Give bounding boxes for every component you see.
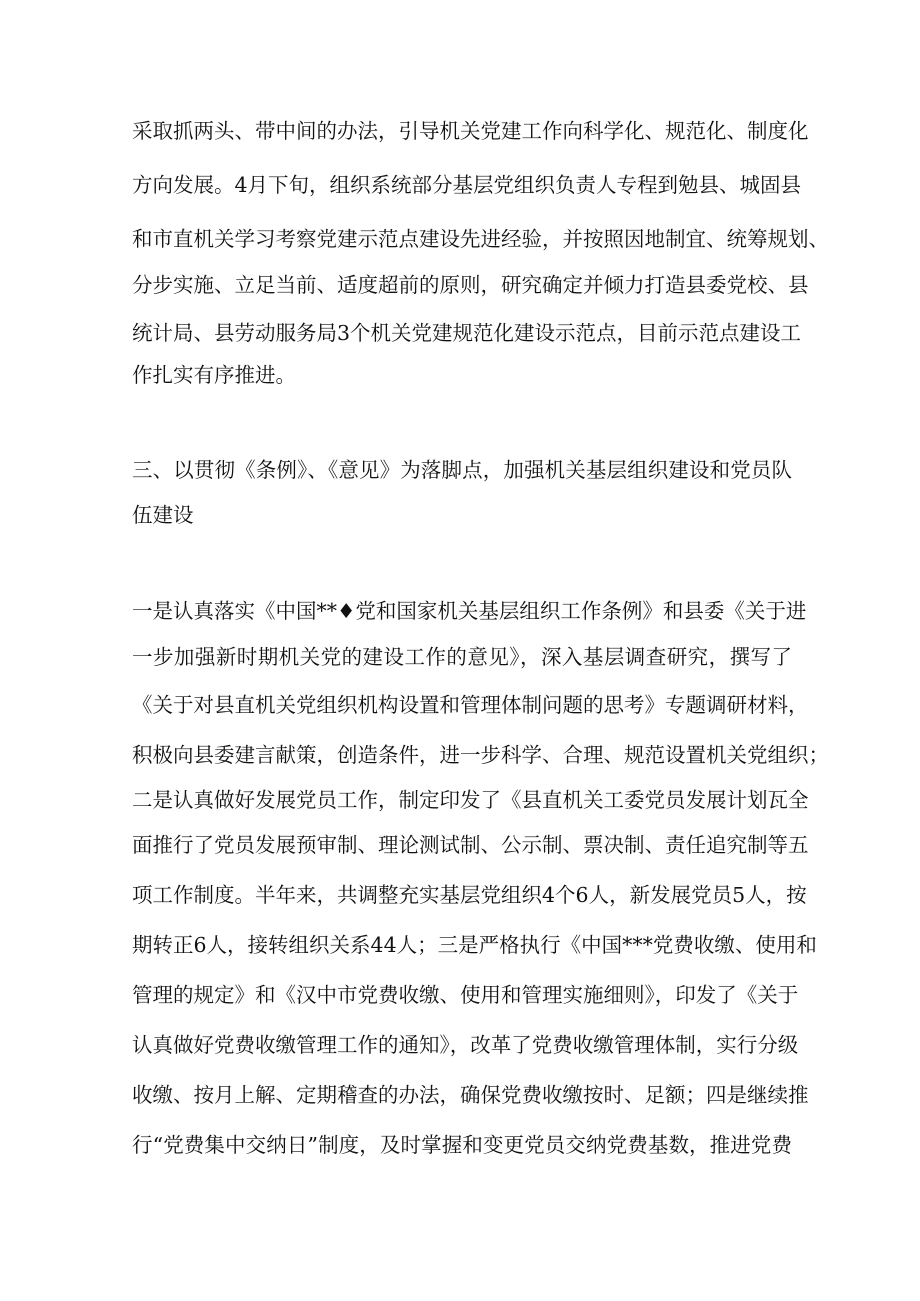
- paragraph-2-line-9: 管理的规定》和《汉中市党费收缴、使用和管理实施细则》，印发了《关于: [132, 983, 799, 1007]
- paragraph-2-line-2: 一步加强新时期机关党的建设工作的意见》，深入基层调查研究，撰写了: [132, 645, 792, 669]
- paragraph-2-line-6: 面推行了党员发展预审制、理论测试制、公示制、票决制、责任追究制等五: [132, 833, 809, 857]
- paragraph-1-line-1: 采取抓两头、带中间的办法，引导机关党建工作向科学化、规范化、制度化: [132, 119, 809, 143]
- paragraph-1-line-5: 统计局、县劳动服务局3个机关党建规范化建设示范点，目前示范点建设工: [132, 321, 802, 345]
- paragraph-2-line-8: 期转正6人，接转组织关系44人；三是严格执行《中国***党费收缴、使用和: [132, 933, 817, 957]
- section-heading-line-1: 三、以贯彻《条例》、《意见》为落脚点，加强机关基层组织建设和党员队: [132, 458, 792, 482]
- paragraph-2-line-3: 《关于对县直机关党组织机构设置和管理体制问题的思考》专题调研材料，: [132, 693, 809, 717]
- paragraph-2-line-5: 二是认真做好发展党员工作，制定印发了《县直机关工委党员发展计划瓦全: [132, 788, 809, 812]
- paragraph-2-line-1: 一是认真落实《中国**♦党和国家机关基层组织工作条例》和县委《关于进: [132, 599, 807, 623]
- paragraph-1-line-4: 分步实施、立足当前、适度超前的原则，研究确定并倾力打造县委党校、县: [132, 273, 809, 297]
- paragraph-2-line-11: 收缴、按月上解、定期稽查的办法，确保党费收缴按时、足额；四是继续推: [132, 1083, 809, 1107]
- paragraph-1-line-6: 作扎实有序推进。: [132, 363, 296, 387]
- section-heading-line-2: 伍建设: [132, 503, 194, 527]
- paragraph-2-line-10: 认真做好党费收缴管理工作的通知》，改革了党费收缴管理体制，实行分级: [132, 1033, 799, 1057]
- paragraph-1-line-3: 和市直机关学习考察党建示范点建设先进经验，并按照因地制宜、统筹规划、: [132, 227, 829, 251]
- paragraph-2-line-12: 行“党费集中交纳日”制度，及时掌握和变更党员交纳党费基数，推进党费: [132, 1133, 792, 1157]
- paragraph-2-line-7: 项工作制度。半年来，共调整充实基层党组织4个6人，新发展党员5人，按: [132, 883, 807, 907]
- paragraph-1-line-2: 方向发展。4月下旬，组织系统部分基层党组织负责人专程到勉县、城固县: [132, 173, 802, 197]
- paragraph-2-line-4: 积极向县委建言献策，创造条件，进一步科学、合理、规范设置机关党组织；: [132, 743, 829, 767]
